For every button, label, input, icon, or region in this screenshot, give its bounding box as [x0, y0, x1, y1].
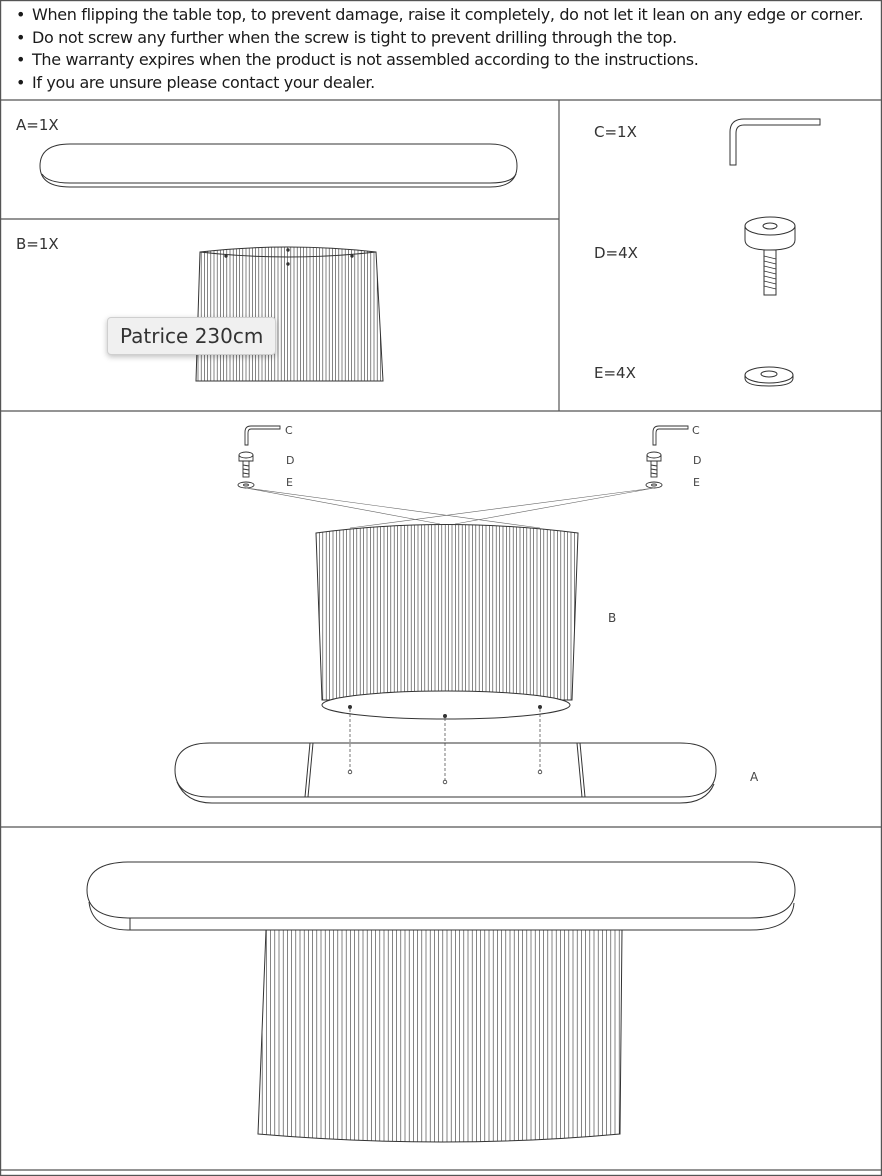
note-2: • Do not screw any further when the screw is tight to prevent drilling through the top. — [16, 27, 677, 47]
right-c-callout: C — [692, 424, 700, 437]
washer-icon — [745, 367, 793, 386]
base-b-callout: B — [608, 611, 617, 625]
right-d-callout: D — [693, 454, 702, 467]
panel-grid — [0, 1, 882, 1176]
allen-key-icon — [730, 119, 820, 165]
part-b-base — [196, 240, 383, 385]
assembly-base-b — [316, 515, 578, 719]
part-b-label: B=1X — [16, 235, 59, 253]
guide-lines — [246, 488, 654, 528]
top-a-callout: A — [750, 770, 759, 784]
left-c-callout: C — [285, 424, 293, 437]
right-e-callout: E — [693, 476, 700, 489]
note-4: • If you are unsure please contact your dealer. — [16, 72, 375, 92]
part-a-label: A=1X — [16, 116, 59, 134]
part-c-label: C=1X — [594, 123, 637, 141]
part-d-label: D=4X — [594, 244, 638, 262]
note-1: • When flipping the table top, to prevent damage, raise it completely, do not let it lean on any edge or corner. — [16, 5, 864, 24]
left-e-callout: E — [286, 476, 293, 489]
part-e-label: E=4X — [594, 364, 636, 382]
left-d-callout: D — [286, 454, 295, 467]
bolt-icon — [745, 217, 795, 295]
product-name-tooltip: Patrice 230cm — [107, 317, 276, 355]
left-hardware-stack — [238, 426, 280, 488]
right-hardware-stack — [646, 426, 688, 488]
assembled-table — [87, 862, 795, 1150]
part-a-tabletop — [40, 144, 517, 187]
assembly-tabletop-a — [175, 743, 716, 803]
note-3: • The warranty expires when the product is not assembled according to the instructions. — [16, 50, 699, 69]
dashed-connection-lines — [350, 709, 540, 781]
